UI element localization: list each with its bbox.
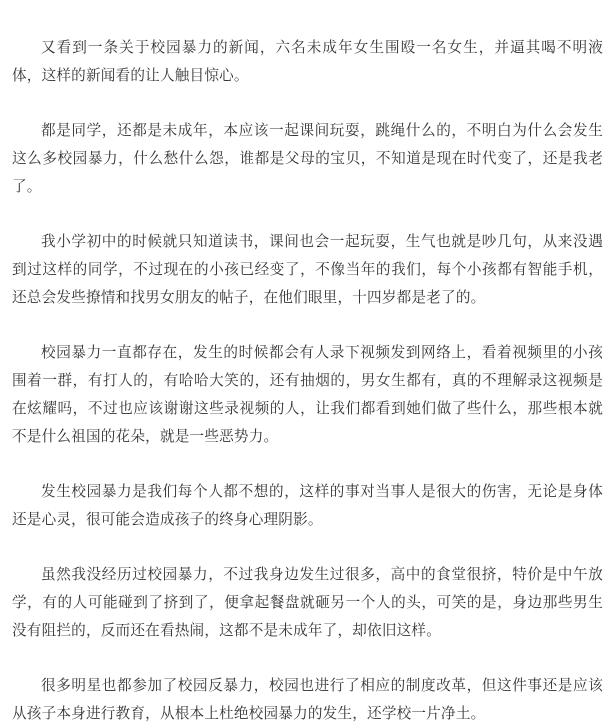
paragraph-5: 发生校园暴力是我们每个人都不想的，这样的事对当事人是很大的伤害，无论是身体还是心灵，很可能会造成孩子的终身心理阴影。 [12,483,603,528]
paragraph-1: 又看到一条关于校园暴力的新闻，六名未成年女生围殴一名女生，并逼其喝不明液体，这样的新闻看的让人触目惊心。 [12,39,603,84]
paragraph-7: 很多明星也都参加了校园反暴力，校园也进行了相应的制度改革，但这件事还是应该从孩子本身进行教育，从根本上杜绝校园暴力的发生，还学校一片净土。 [12,677,603,722]
paragraph-3: 我小学初中的时候就只知道读书，课间也会一起玩耍，生气也就是吵几句，从来没遇到过这样的同学，不过现在的小孩已经变了，不像当年的我们，每个小孩都有智能手机，还总会发些撩情和找男女朋友的帖子，在他们眼里，十四岁都是老了的。 [12,233,603,306]
paragraph-2: 都是同学，还都是未成年，本应该一起课间玩耍，跳绳什么的，不明白为什么会发生这么多校园暴力，什么愁什么怨，谁都是父母的宝贝，不知道是现在时代变了，还是我老了。 [12,122,603,195]
paragraph-4: 校园暴力一直都存在，发生的时候都会有人录下视频发到网络上，看着视频里的小孩围着一群，有打人的，有哈哈大笑的，还有抽烟的，男女生都有，真的不理解录这视频是在炫耀吗，不过也应该谢谢这些录视频的人，让我们都看到她们做了些什么，那些根本就不是什么祖国的花朵，就是一些恶势力。 [12,344,603,445]
paragraph-6: 虽然我没经历过校园暴力，不过我身边发生过很多，高中的食堂很挤，特价是中午放学，有的人可能碰到了挤到了，便拿起餐盘就砸另一个人的头，可笑的是，身边那些男生没有阻拦的，反而还在看热闹，这都不是未成年了，却依旧这样。 [12,566,603,639]
